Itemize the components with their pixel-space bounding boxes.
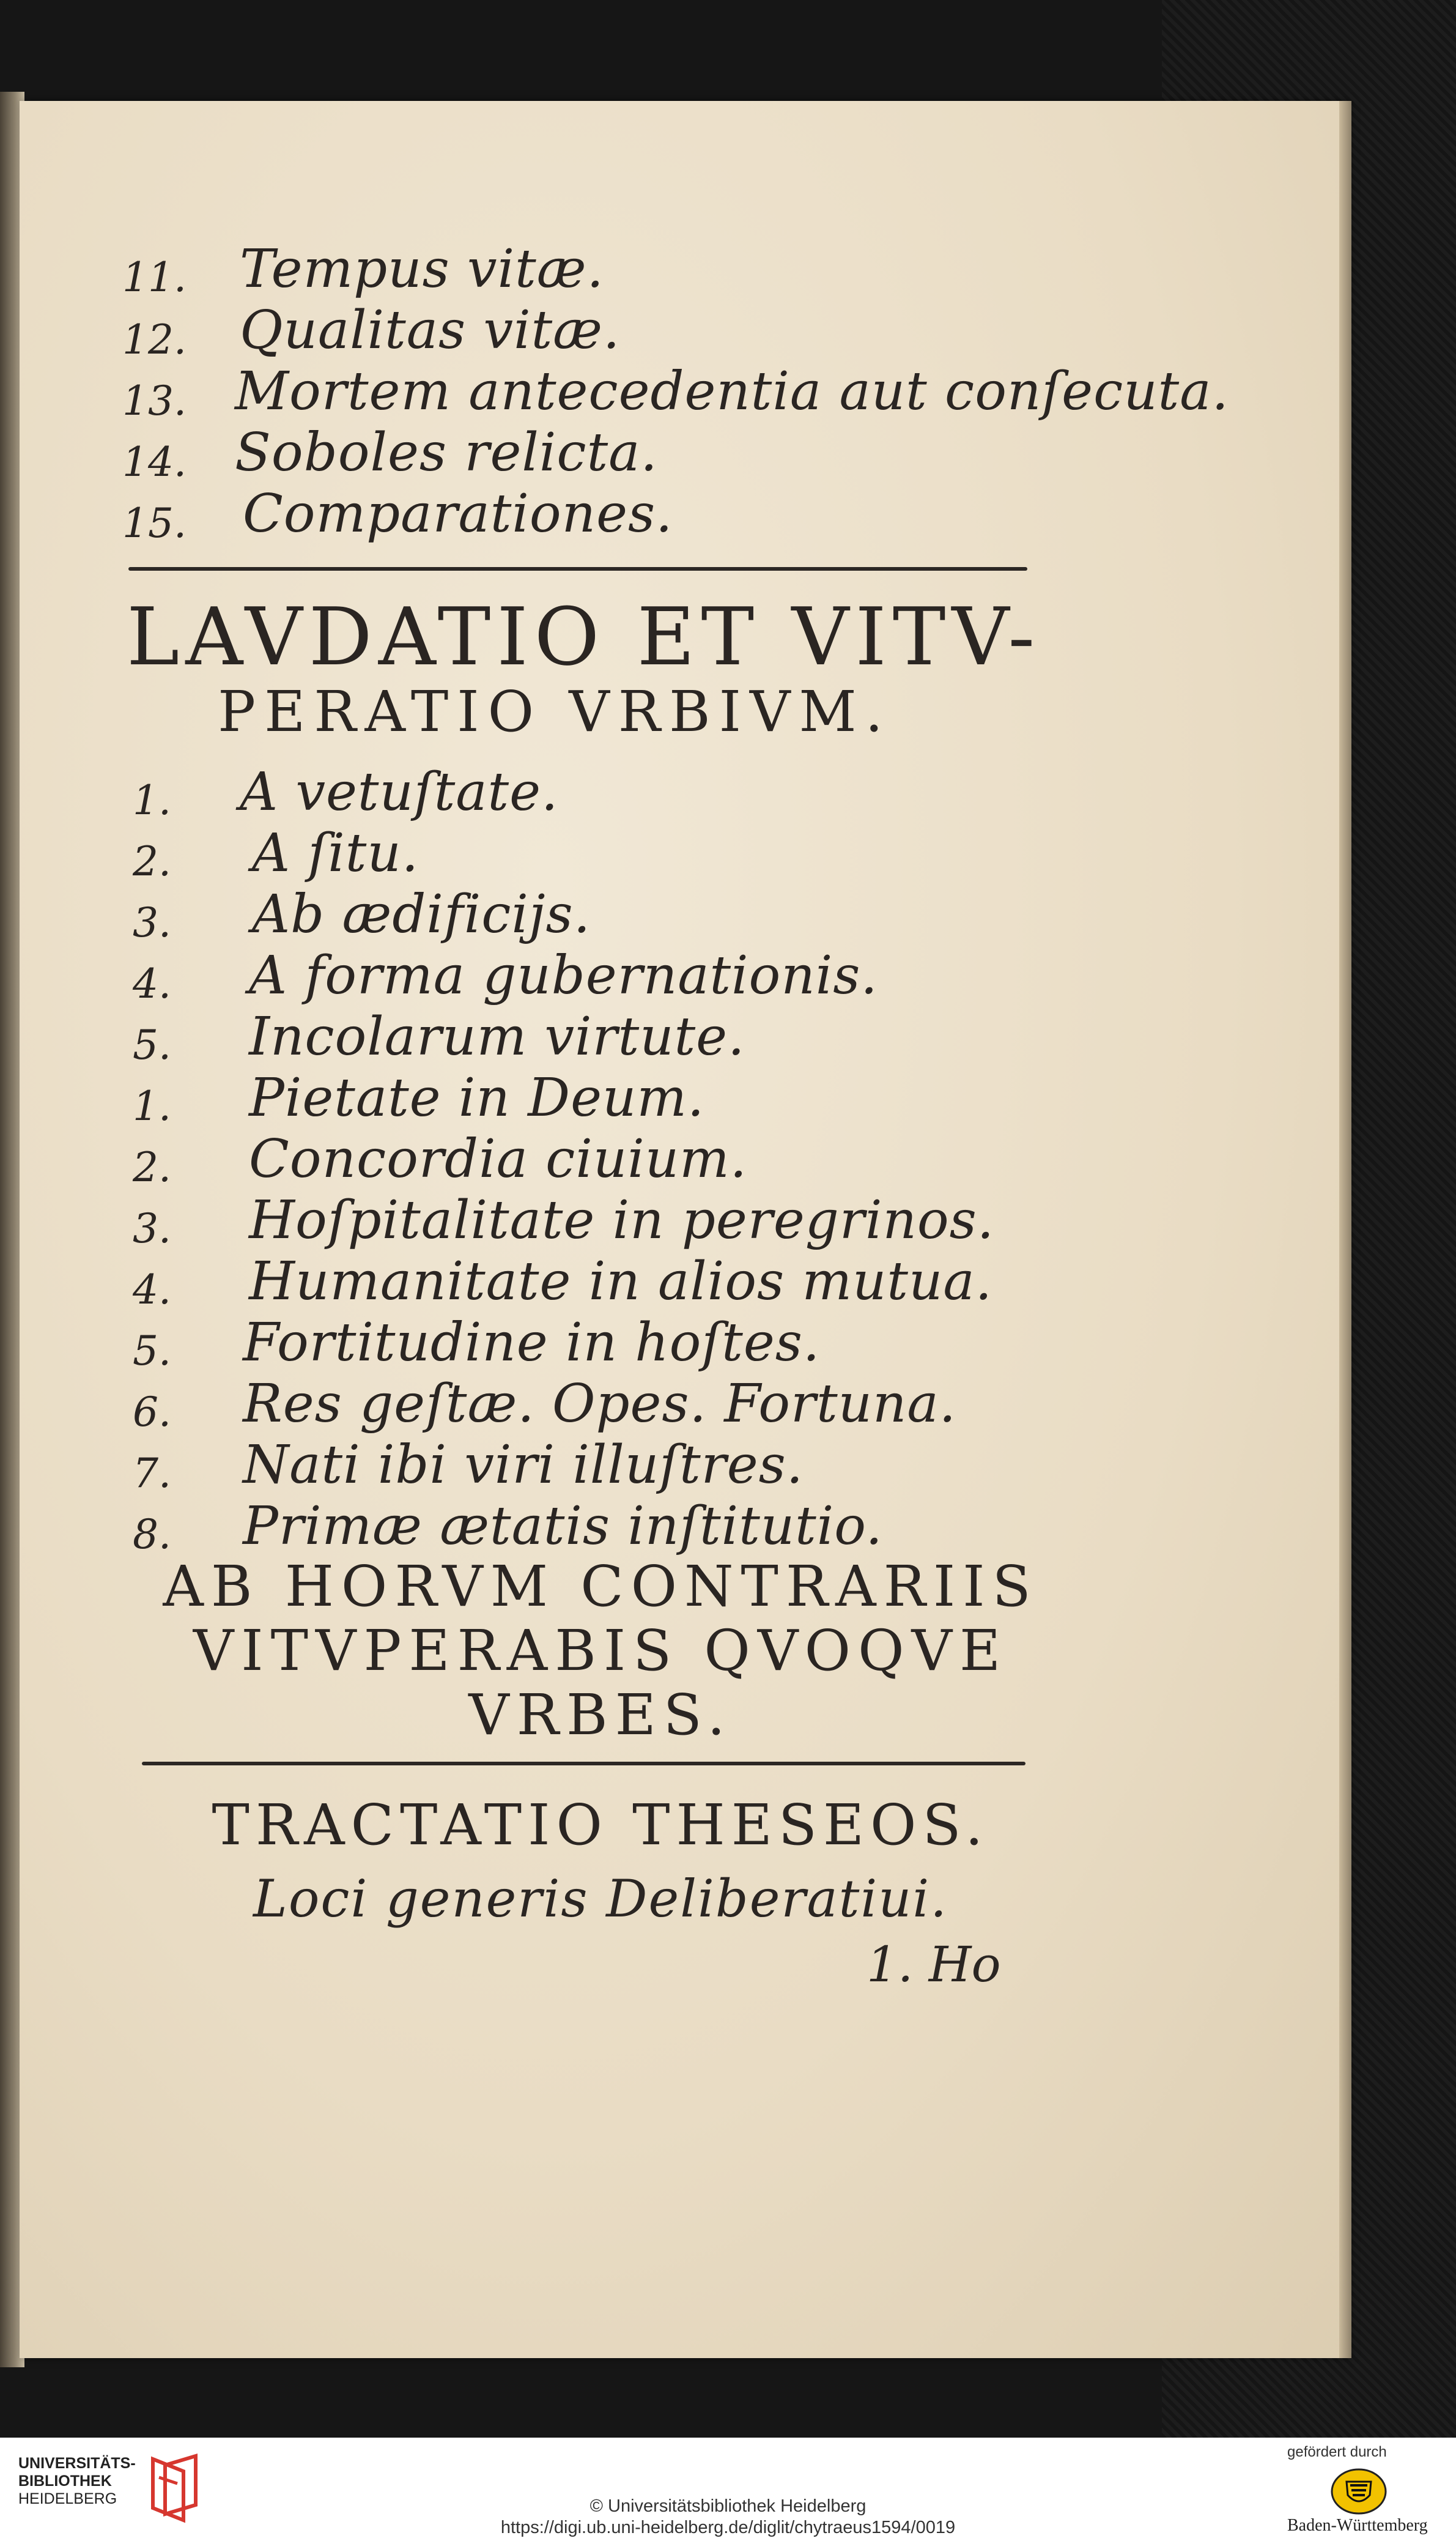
catchword: 1. Ho	[867, 1936, 1001, 1993]
closing-line: AB HORVM CONTRARIIS	[163, 1554, 1038, 1619]
state-emblem-icon[interactable]	[1328, 2467, 1389, 2516]
list-item: Ab ædificijs.	[252, 884, 591, 945]
list-item: Incolarum virtute.	[249, 1006, 745, 1067]
list-number: 6.	[133, 1389, 171, 1436]
list-item: Nati ibi viri illuſtres.	[243, 1434, 804, 1496]
list-item: Tempus vitæ.	[240, 239, 604, 300]
list-item: Comparationes.	[243, 483, 673, 544]
list-item: Pietate in Deum.	[249, 1067, 705, 1129]
sponsor-label: gefördert durch	[1287, 2444, 1387, 2460]
section-subtitle: Loci generis Deliberatiui.	[253, 1869, 948, 1929]
section-heading-continued: PERATIO VRBIVM.	[218, 679, 892, 744]
list-number: 8.	[133, 1511, 171, 1558]
list-number: 4.	[133, 960, 171, 1007]
list-number: 15.	[122, 500, 187, 547]
list-number: 2.	[133, 1144, 171, 1191]
page-edge	[1339, 101, 1351, 2358]
list-number: 7.	[133, 1450, 171, 1497]
library-name-line: BIBLIOTHEK	[18, 2472, 112, 2490]
list-item: Mortem antecedentia aut conſecuta.	[235, 361, 1229, 422]
list-item: Hoſpitalitate in peregrinos.	[249, 1190, 995, 1251]
list-number: 14.	[122, 439, 187, 486]
list-number: 4.	[133, 1266, 171, 1313]
closing-line: VRBES.	[468, 1682, 733, 1748]
list-number: 1.	[133, 1083, 171, 1130]
list-item: A ſitu.	[252, 823, 419, 884]
section-heading: LAVDATIO ET VITV-	[127, 590, 1041, 683]
list-item: Concordia ciuium.	[249, 1129, 748, 1190]
list-number: 5.	[133, 1022, 171, 1069]
library-name-line: UNIVERSITÄTS-	[18, 2455, 136, 2472]
section-title: TRACTATIO THESEOS.	[212, 1792, 989, 1858]
list-number: 3.	[133, 1205, 171, 1252]
permalink-url[interactable]: https://digi.ub.uni-heidelberg.de/diglit/chytraeus1594/0019	[500, 2518, 956, 2537]
list-item: A vetuſtate.	[240, 762, 559, 823]
list-item: Humanitate in alios mutua.	[249, 1251, 992, 1312]
horizontal-rule	[142, 1762, 1025, 1765]
list-item: A forma gubernationis.	[249, 945, 878, 1006]
list-number: 2.	[133, 838, 171, 885]
book-page	[20, 101, 1347, 2358]
closing-line: VITVPERABIS QVOQVE	[193, 1618, 1008, 1683]
list-item: Res geſtæ. Opes. Fortuna.	[243, 1373, 957, 1434]
list-number: 1.	[133, 777, 171, 824]
horizontal-rule	[128, 567, 1027, 571]
list-item: Primæ ætatis inſtitutio.	[243, 1496, 883, 1557]
list-number: 13.	[122, 377, 187, 425]
list-item: Fortitudine in hoſtes.	[243, 1312, 821, 1373]
list-number: 3.	[133, 899, 171, 946]
copyright-notice: © Universitätsbibliothek Heidelberg	[589, 2496, 867, 2516]
list-item: Qualitas vitæ.	[240, 300, 621, 361]
library-name-line: HEIDELBERG	[18, 2490, 117, 2507]
sponsor-name: Baden-Württemberg	[1287, 2516, 1428, 2535]
list-item: Soboles relicta.	[235, 422, 658, 483]
viewer-footer	[0, 2438, 1456, 2541]
list-number: 11.	[122, 254, 187, 301]
list-number: 12.	[122, 316, 187, 363]
list-number: 5.	[133, 1327, 171, 1374]
